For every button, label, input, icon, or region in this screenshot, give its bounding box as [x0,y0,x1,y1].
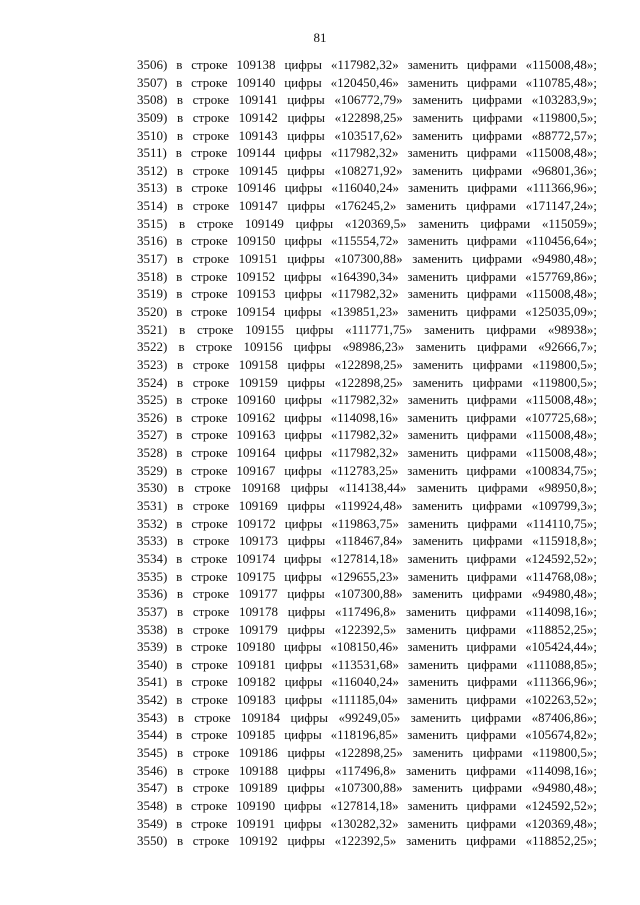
amendment-line: 3509) в строке 109142 цифры «122898,25» заменить цифрами «119800,5»; [137,109,597,125]
amendment-line: 3543) в строке 109184 цифры «99249,05» заменить цифрами «87406,86»; [137,709,597,725]
amendment-line: 3534) в строке 109174 цифры «127814,18» заменить цифрами «124592,52»; [137,550,597,566]
amendment-line: 3535) в строке 109175 цифры «129655,23» заменить цифрами «114768,08»; [137,568,597,584]
amendment-line: 3506) в строке 109138 цифры «117982,32» заменить цифрами «115008,48»; [137,57,597,72]
amendment-line: 3530) в строке 109168 цифры «114138,44» заменить цифрами «98950,8»; [137,480,597,496]
amendment-line: 3531) в строке 109169 цифры «119924,48» заменить цифрами «109799,3»; [137,498,597,514]
amendment-line: 3548) в строке 109190 цифры «127814,18» заменить цифрами «124592,52»; [137,797,597,813]
amendment-line: 3525) в строке 109160 цифры «117982,32» заменить цифрами «115008,48»; [137,392,597,408]
amendment-line: 3519) в строке 109153 цифры «117982,32» заменить цифрами «115008,48»; [137,286,597,302]
amendment-line: 3526) в строке 109162 цифры «114098,16» заменить цифрами «107725,68»; [137,409,597,425]
amendment-line: 3542) в строке 109183 цифры «111185,04» заменить цифрами «102263,52»; [137,692,597,708]
amendment-line: 3507) в строке 109140 цифры «120450,46» заменить цифрами «110785,48»; [137,74,597,90]
amendment-list [137,56,597,850]
amendment-line: 3532) в строке 109172 цифры «119863,75» заменить цифрами «114110,75»; [137,515,597,531]
amendment-line: 3544) в строке 109185 цифры «118196,85» заменить цифрами «105674,82»; [137,727,597,743]
amendment-line: 3528) в строке 109164 цифры «117982,32» заменить цифрами «115008,48»; [137,445,597,461]
amendment-line: 3514) в строке 109147 цифры «176245,2» заменить цифрами «171147,24»; [137,198,597,214]
amendment-line: 3537) в строке 109178 цифры «117496,8» заменить цифрами «114098,16»; [137,603,597,619]
amendment-line: 3541) в строке 109182 цифры «116040,24» заменить цифрами «111366,96»; [137,674,597,690]
amendment-line: 3550) в строке 109192 цифры «122392,5» заменить цифрами «118852,25»; [137,833,597,849]
amendment-line: 3511) в строке 109144 цифры «117982,32» заменить цифрами «115008,48»; [137,145,597,161]
amendment-line: 3527) в строке 109163 цифры «117982,32» заменить цифрами «115008,48»; [137,427,597,443]
amendment-line: 3512) в строке 109145 цифры «108271,92» заменить цифрами «96801,36»; [137,162,597,178]
amendment-line: 3516) в строке 109150 цифры «115554,72» заменить цифрами «110456,64»; [137,233,597,249]
amendment-line: 3524) в строке 109159 цифры «122898,25» заменить цифрами «119800,5»; [137,374,597,390]
amendment-line: 3536) в строке 109177 цифры «107300,88» заменить цифрами «94980,48»; [137,586,597,602]
amendment-line: 3523) в строке 109158 цифры «122898,25» заменить цифрами «119800,5»; [137,356,597,372]
amendment-line: 3540) в строке 109181 цифры «113531,68» заменить цифрами «111088,85»; [137,656,597,672]
amendment-line: 3545) в строке 109186 цифры «122898,25» заменить цифрами «119800,5»; [137,744,597,760]
amendment-line: 3513) в строке 109146 цифры «116040,24» заменить цифрами «111366,96»; [137,180,597,196]
amendment-line: 3539) в строке 109180 цифры «108150,46» заменить цифрами «105424,44»; [137,639,597,655]
amendment-line: 3522) в строке 109156 цифры «98986,23» заменить цифрами «92666,7»; [137,339,597,355]
amendment-line: 3549) в строке 109191 цифры «130282,32» заменить цифрами «120369,48»; [137,815,597,831]
amendment-line: 3533) в строке 109173 цифры «118467,84» заменить цифрами «115918,8»; [137,533,597,549]
amendment-line: 3520) в строке 109154 цифры «139851,23» заменить цифрами «125035,09»; [137,303,597,319]
amendment-line: 3529) в строке 109167 цифры «112783,25» заменить цифрами «100834,75»; [137,462,597,478]
amendment-line: 3508) в строке 109141 цифры «106772,79» заменить цифрами «103283,9»; [137,92,597,108]
amendment-line: 3546) в строке 109188 цифры «117496,8» заменить цифрами «114098,16»; [137,762,597,778]
amendment-line: 3538) в строке 109179 цифры «122392,5» заменить цифрами «118852,25»; [137,621,597,637]
page-number: 81 [313,30,327,45]
amendment-line: 3515) в строке 109149 цифры «120369,5» заменить цифрами «115059»; [137,215,597,231]
amendment-line: 3547) в строке 109189 цифры «107300,88» заменить цифрами «94980,48»; [137,780,597,796]
amendment-line: 3510) в строке 109143 цифры «103517,62» заменить цифрами «88772,57»; [137,127,597,143]
amendment-line: 3518) в строке 109152 цифры «164390,34» заменить цифрами «157769,86»; [137,268,597,284]
amendment-line: 3517) в строке 109151 цифры «107300,88» заменить цифрами «94980,48»; [137,251,597,267]
amendment-line: 3521) в строке 109155 цифры «111771,75» заменить цифрами «98938»; [137,321,597,337]
